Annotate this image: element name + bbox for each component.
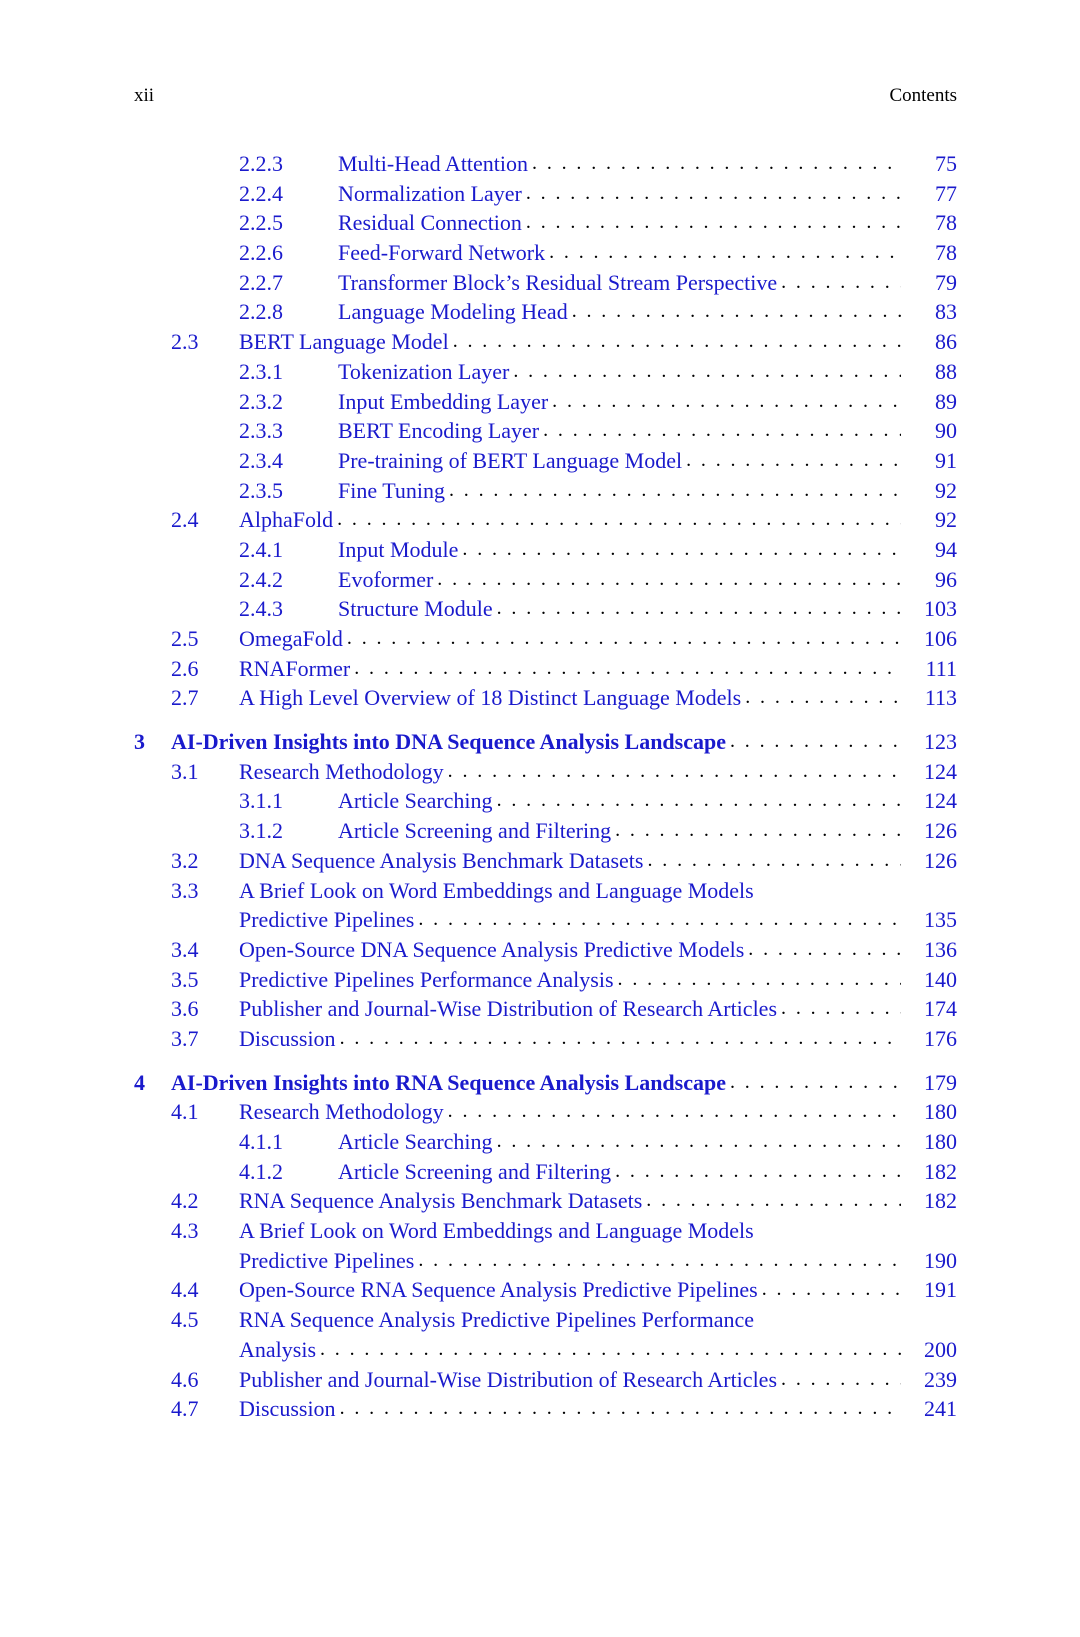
page-number-label: xii <box>134 85 155 106</box>
dot-leader <box>509 357 901 387</box>
toc-entry-title[interactable]: BERT Language Model <box>239 329 449 355</box>
toc-entry-title-wrap <box>171 1068 901 1098</box>
toc-entry-title-wrap <box>239 1216 901 1246</box>
dot-leader <box>493 594 901 624</box>
toc-entry-title[interactable]: Analysis <box>239 1336 316 1362</box>
toc-entry-number: 2.3.3 <box>239 418 283 444</box>
toc-entry-number: 4.1 <box>171 1099 199 1125</box>
dot-leader <box>741 683 901 713</box>
toc-entry-title-wrap <box>338 816 901 846</box>
toc-entry-title-wrap <box>239 1394 901 1424</box>
dot-leader <box>568 297 901 327</box>
toc-entry-number: 3.2 <box>171 847 199 873</box>
dot-leader <box>350 654 901 684</box>
toc-entry-number: 2.4.3 <box>239 596 283 622</box>
toc-entry-title-wrap <box>338 149 901 179</box>
dot-leader <box>611 816 901 846</box>
dot-leader <box>642 1186 901 1216</box>
toc-entry-title[interactable]: Research Methodology <box>239 1099 444 1125</box>
toc-entry[interactable] <box>0 416 1080 446</box>
dot-leader <box>528 149 901 179</box>
toc-entry-title-wrap <box>239 757 901 787</box>
toc-chapter-entry[interactable] <box>0 1068 1080 1098</box>
toc-entry-title[interactable]: Fine Tuning <box>338 477 445 503</box>
toc-entry-title-wrap <box>239 505 901 535</box>
toc-entry-title-wrap <box>239 327 901 357</box>
toc-entry[interactable] <box>0 905 1080 935</box>
toc-entry-title[interactable]: Discussion <box>239 1025 336 1051</box>
toc-entry-title-wrap <box>239 624 901 654</box>
toc-entry-title-wrap <box>239 1186 901 1216</box>
toc-entry-title-wrap <box>239 965 901 995</box>
toc-entry[interactable] <box>0 505 1080 535</box>
toc-entry[interactable] <box>0 1365 1080 1395</box>
toc-entry-title[interactable]: Predictive Pipelines <box>239 907 415 933</box>
dot-leader <box>444 757 901 787</box>
toc-entry[interactable] <box>0 786 1080 816</box>
toc-entry[interactable] <box>0 535 1080 565</box>
toc-entry-page[interactable]: 191 <box>924 1277 957 1303</box>
toc-entry-number: 2.5 <box>171 626 199 651</box>
toc-entry-title[interactable]: A Brief Look on Word Embeddings and Language Models <box>239 1218 754 1244</box>
toc-entry-number: 3 <box>134 729 145 755</box>
toc-entry-number: 4.6 <box>171 1366 199 1392</box>
dot-leader <box>333 505 901 535</box>
toc-entry-number: 2.3.1 <box>239 358 283 384</box>
toc-entry[interactable] <box>0 208 1080 238</box>
toc-entry[interactable] <box>0 994 1080 1024</box>
toc-entry-page[interactable]: 180 <box>924 1099 957 1125</box>
toc-entry-title-wrap <box>338 268 901 298</box>
toc-entry-number: 2.2.4 <box>239 180 283 206</box>
dot-leader <box>726 1068 901 1098</box>
toc-entry-title-wrap <box>338 535 901 565</box>
dot-leader <box>682 446 901 476</box>
toc-entry-page[interactable]: 94 <box>935 536 957 562</box>
dot-leader <box>449 327 901 357</box>
toc-entry[interactable] <box>0 1335 1080 1365</box>
toc-entry-page[interactable]: 83 <box>935 299 957 325</box>
toc-entry-number: 2.7 <box>171 685 199 711</box>
toc-entry-title-wrap <box>239 1335 901 1365</box>
dot-leader <box>643 846 901 876</box>
toc-entry-title-wrap <box>239 1305 901 1335</box>
section-label: Contents <box>889 85 957 106</box>
toc-entry-title-wrap <box>338 416 901 446</box>
toc-entry-page[interactable]: 89 <box>935 388 957 414</box>
toc-entry-title-wrap <box>239 846 901 876</box>
toc-entry-title-wrap <box>239 876 901 906</box>
toc-entry[interactable] <box>0 1246 1080 1276</box>
toc-entry-page[interactable]: 126 <box>924 847 957 873</box>
toc-entry-title-wrap <box>338 1127 901 1157</box>
toc-entry-page[interactable]: 123 <box>924 729 957 755</box>
dot-leader <box>336 1394 901 1424</box>
running-header <box>134 85 957 115</box>
toc-entry-page[interactable]: 96 <box>935 566 957 592</box>
toc-entry-title[interactable]: AlphaFold <box>239 507 334 533</box>
toc-entry[interactable] <box>0 1186 1080 1216</box>
toc-entry[interactable] <box>0 1394 1080 1424</box>
toc-entry-title-wrap <box>239 1246 901 1276</box>
dot-leader <box>545 238 901 268</box>
toc-entry-number: 2.3.4 <box>239 447 283 473</box>
toc-entry-number: 2.3 <box>171 329 199 355</box>
toc-entry[interactable] <box>0 179 1080 209</box>
toc-entry-page[interactable]: 92 <box>935 507 957 533</box>
toc-entry-page[interactable]: 174 <box>924 996 957 1022</box>
toc-entry-page[interactable]: 124 <box>924 758 957 784</box>
toc-entry-number: 2.4 <box>171 507 199 533</box>
toc-entry-title-wrap <box>171 727 901 757</box>
toc-entry[interactable] <box>0 965 1080 995</box>
toc-entry-title[interactable]: OmegaFold <box>239 626 343 651</box>
toc-entry-title[interactable]: Publisher and Journal-Wise Distribution of Research Articles <box>239 996 778 1022</box>
toc-entry-page[interactable]: 78 <box>935 240 957 266</box>
dot-leader <box>414 905 901 935</box>
toc-entry[interactable] <box>0 149 1080 179</box>
toc-entry-page[interactable]: 111 <box>925 655 957 681</box>
toc-entry-page[interactable]: 239 <box>924 1366 957 1392</box>
toc-entry-number: 4.4 <box>171 1277 199 1303</box>
toc-entry-number: 4.1.2 <box>239 1158 283 1184</box>
toc-entry[interactable] <box>0 683 1080 713</box>
toc-entry-number: 4.7 <box>171 1396 199 1422</box>
dot-leader <box>539 416 901 446</box>
toc-entry-number: 3.1 <box>171 758 199 784</box>
toc-entry-number: 3.5 <box>171 966 199 992</box>
toc-entry[interactable] <box>0 624 1080 654</box>
toc-entry-title[interactable]: Research Methodology <box>239 758 444 784</box>
toc-entry-number: 3.3 <box>171 877 199 903</box>
toc-entry-title[interactable]: Structure Module <box>338 596 493 622</box>
toc-entry-title-wrap <box>338 786 901 816</box>
toc-entry-page[interactable]: 200 <box>924 1336 957 1362</box>
dot-leader <box>548 387 901 417</box>
toc-entry-number: 3.4 <box>171 936 199 962</box>
toc-entry-title-wrap <box>338 238 901 268</box>
toc-entry[interactable] <box>0 446 1080 476</box>
toc-entry[interactable] <box>0 357 1080 387</box>
toc-entry[interactable] <box>0 476 1080 506</box>
toc-entry-title[interactable]: DNA Sequence Analysis Benchmark Datasets <box>239 847 644 873</box>
toc-entry[interactable] <box>0 297 1080 327</box>
toc-entry-page[interactable]: 182 <box>924 1158 957 1184</box>
toc-entry-page[interactable]: 179 <box>924 1069 957 1095</box>
toc-entry-title[interactable]: A High Level Overview of 18 Distinct Language Models <box>239 685 742 711</box>
dot-leader <box>433 565 901 595</box>
dot-leader <box>777 994 901 1024</box>
toc-entry-page[interactable]: 182 <box>924 1188 957 1214</box>
dot-leader <box>758 1275 901 1305</box>
toc-entry-page[interactable]: 92 <box>935 477 957 503</box>
toc-entry-title[interactable]: Input Module <box>338 536 459 562</box>
toc-entry[interactable] <box>0 1216 1080 1246</box>
toc-entry-number: 4.1.1 <box>239 1129 283 1154</box>
toc-entry[interactable] <box>0 1305 1080 1335</box>
toc-entry-title[interactable]: Article Searching <box>338 788 493 814</box>
toc-entry-page[interactable]: 136 <box>924 936 957 962</box>
toc-entry-title[interactable]: Feed-Forward Network <box>338 240 546 266</box>
toc-entry-page[interactable]: 190 <box>924 1247 957 1273</box>
toc-entry[interactable] <box>0 565 1080 595</box>
dot-leader <box>611 1157 901 1187</box>
toc-entry-title[interactable]: Predictive Pipelines <box>239 1247 415 1273</box>
toc-entry-number: 2.6 <box>171 655 199 681</box>
toc-entry-title[interactable]: Predictive Pipelines Performance Analysis <box>239 966 614 992</box>
toc-entry-title[interactable]: Input Embedding Layer <box>338 388 549 414</box>
dot-leader <box>414 1246 901 1276</box>
toc-entry[interactable] <box>0 757 1080 787</box>
toc-entry-page[interactable]: 180 <box>924 1129 957 1154</box>
toc-entry-title[interactable]: Publisher and Journal-Wise Distribution of Research Articles <box>239 1366 778 1392</box>
dot-leader <box>336 1024 901 1054</box>
toc-entry[interactable] <box>0 654 1080 684</box>
toc-entry-title-wrap <box>338 208 901 238</box>
toc-entry-title-wrap <box>338 297 901 327</box>
toc-entry[interactable] <box>0 1024 1080 1054</box>
toc-entry[interactable] <box>0 876 1080 906</box>
dot-leader <box>744 935 901 965</box>
toc-entry-page[interactable]: 103 <box>924 596 957 622</box>
dot-leader <box>777 1365 901 1395</box>
toc-entry-title-wrap <box>239 1365 901 1395</box>
toc-entry[interactable] <box>0 327 1080 357</box>
toc-entry-page[interactable]: 140 <box>924 966 957 992</box>
toc-entry[interactable] <box>0 387 1080 417</box>
toc-entry-title[interactable]: A Brief Look on Word Embeddings and Language Models <box>239 877 754 903</box>
toc-entry-title-wrap <box>338 357 901 387</box>
toc-entry-number: 2.2.6 <box>239 240 283 266</box>
toc-entry-title-wrap <box>239 1024 901 1054</box>
toc-entry[interactable] <box>0 594 1080 624</box>
toc-entry-page[interactable]: 91 <box>935 447 957 473</box>
toc-entry-title[interactable]: AI-Driven Insights into DNA Sequence Analysis Landscape <box>171 729 726 755</box>
dot-leader <box>614 965 901 995</box>
toc-entry-title-wrap <box>239 654 901 684</box>
toc-entry-number: 2.4.1 <box>239 536 283 562</box>
toc-entry-title[interactable]: Discussion <box>239 1396 336 1422</box>
dot-leader <box>458 535 901 565</box>
toc-entry[interactable] <box>0 1275 1080 1305</box>
toc-entry-page[interactable]: 88 <box>935 358 957 384</box>
toc-entry-title[interactable]: Pre-training of BERT Language Model <box>338 447 683 473</box>
toc-entry-title-wrap <box>239 994 901 1024</box>
toc-entry-page[interactable]: 241 <box>924 1396 957 1422</box>
toc-entry-title-wrap <box>338 594 901 624</box>
toc-entry-number: 2.3.5 <box>239 477 283 503</box>
toc-chapter-entry[interactable] <box>0 727 1080 757</box>
toc-entry-title[interactable]: Evoformer <box>338 566 434 592</box>
toc-entry-title[interactable]: Tokenization Layer <box>338 358 510 384</box>
toc-entry-number: 3.1.1 <box>239 788 283 814</box>
toc-entry-number: 3.6 <box>171 996 199 1022</box>
toc-entry-page[interactable]: 176 <box>924 1025 957 1051</box>
toc-entry-title[interactable]: Article Screening and Filtering <box>338 818 612 844</box>
dot-leader <box>493 1127 901 1157</box>
toc-entry-page[interactable]: 106 <box>924 626 957 651</box>
toc-entry-title[interactable]: AI-Driven Insights into RNA Sequence Analysis Landscape <box>171 1069 726 1095</box>
toc-entry[interactable] <box>0 238 1080 268</box>
toc-entry-page[interactable]: 135 <box>924 907 957 933</box>
toc-entry[interactable] <box>0 268 1080 298</box>
dot-leader <box>316 1335 901 1365</box>
dot-leader <box>726 727 901 757</box>
toc-entry-title[interactable]: Open-Source RNA Sequence Analysis Predictive Pipelines <box>239 1277 758 1303</box>
toc-entry-number: 2.2.5 <box>239 210 283 236</box>
toc-entry-number: 4.2 <box>171 1188 199 1214</box>
toc-entry-number: 2.2.7 <box>239 269 283 295</box>
dot-leader <box>445 476 901 506</box>
toc-entry-title[interactable]: Multi-Head Attention <box>338 151 529 176</box>
toc-entry-title[interactable]: RNAFormer <box>239 655 351 681</box>
toc-entry-title[interactable]: Language Modeling Head <box>338 299 568 325</box>
toc-entry-title[interactable]: Residual Connection <box>338 210 522 236</box>
toc-entry-title[interactable]: Transformer Block’s Residual Stream Perspective <box>338 269 778 295</box>
toc-entry-title-wrap <box>239 683 901 713</box>
toc-entry-number: 2.3.2 <box>239 388 283 414</box>
toc-entry-number: 3.1.2 <box>239 818 283 844</box>
dot-leader <box>522 179 901 209</box>
toc-entry-page[interactable]: 78 <box>935 210 957 236</box>
toc-entry-title-wrap <box>338 179 901 209</box>
toc-entry-page[interactable]: 77 <box>935 180 957 206</box>
toc-entry[interactable] <box>0 1157 1080 1187</box>
toc-entry-number: 4.3 <box>171 1218 199 1244</box>
dot-leader <box>493 786 901 816</box>
toc-entry-page[interactable]: 126 <box>924 818 957 844</box>
toc-entry-title[interactable]: RNA Sequence Analysis Benchmark Datasets <box>239 1188 643 1214</box>
toc-entry-page[interactable]: 79 <box>935 269 957 295</box>
toc-entry-title[interactable]: Open-Source DNA Sequence Analysis Predictive Models <box>239 936 745 962</box>
toc-entry-title[interactable]: Article Searching <box>338 1129 493 1154</box>
toc-entry-title[interactable]: Article Screening and Filtering <box>338 1158 612 1184</box>
toc-entry-title-wrap <box>338 387 901 417</box>
toc-entry-title-wrap <box>338 1157 901 1187</box>
toc-entry[interactable] <box>0 1097 1080 1127</box>
toc-entry[interactable] <box>0 935 1080 965</box>
dot-leader <box>444 1097 901 1127</box>
toc-entry-title[interactable]: BERT Encoding Layer <box>338 418 540 444</box>
toc-entry-title-wrap <box>338 446 901 476</box>
toc-entry-title-wrap <box>239 1275 901 1305</box>
dot-leader <box>522 208 901 238</box>
toc-entry[interactable] <box>0 846 1080 876</box>
dot-leader <box>343 624 901 654</box>
toc-entry-title-wrap <box>239 935 901 965</box>
toc-entry-page[interactable]: 75 <box>935 151 957 176</box>
toc-entry-number: 2.2.8 <box>239 299 283 325</box>
toc-entry[interactable] <box>0 816 1080 846</box>
toc-entry-page[interactable]: 124 <box>924 788 957 814</box>
toc-entry-page[interactable]: 90 <box>935 418 957 444</box>
toc-entry-title[interactable]: Normalization Layer <box>338 180 522 206</box>
table-of-contents <box>0 149 1080 1424</box>
toc-entry-page[interactable]: 113 <box>924 685 957 711</box>
toc-entry-number: 2.4.2 <box>239 566 283 592</box>
toc-entry-title-wrap <box>338 565 901 595</box>
toc-entry-number: 2.2.3 <box>239 151 283 176</box>
toc-entry-title-wrap <box>239 905 901 935</box>
dot-leader <box>777 268 901 298</box>
toc-entry[interactable] <box>0 1127 1080 1157</box>
toc-entry-number: 3.7 <box>171 1025 199 1051</box>
toc-entry-page[interactable]: 86 <box>935 329 957 355</box>
toc-entry-title-wrap <box>239 1097 901 1127</box>
toc-entry-number: 4 <box>134 1069 145 1095</box>
toc-entry-title-wrap <box>338 476 901 506</box>
toc-entry-number: 4.5 <box>171 1307 199 1333</box>
toc-entry-title[interactable]: RNA Sequence Analysis Predictive Pipelines Performance <box>239 1307 755 1333</box>
